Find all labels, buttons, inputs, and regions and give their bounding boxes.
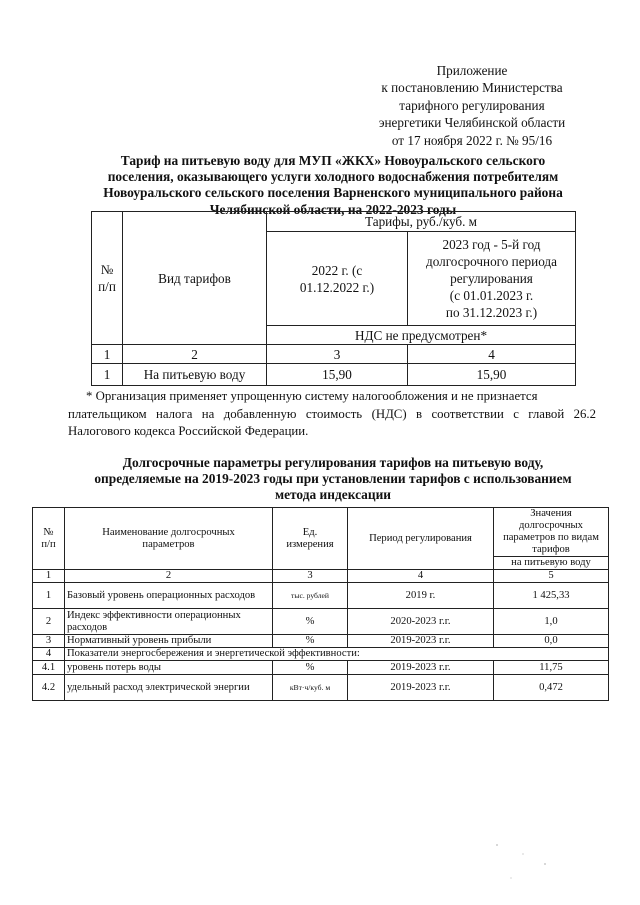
header-num: № п/п [92,212,123,345]
table-row: 1 На питьевую воду 15,90 15,90 [92,364,576,386]
tariff-title [60,153,606,218]
footnote-line: * Организация применяет упрощенную систему налогообложения и не признается [86,389,538,403]
table-row: 3 Нормативный уровень прибыли % 2019-2023 г.г. 0,0 [33,635,609,648]
scan-specks [493,842,553,882]
tariff-title-line: Челябинской области, на 2022-2023 годы [209,201,457,217]
params-table [32,507,609,701]
tariff-title-line: Тариф на питьевую воду для МУП «ЖКХ» Новоуральского сельского [120,153,546,168]
params-header-num: № п/п [33,508,65,570]
footnote-line: Налогового кодекса Российской Федерации. [68,424,309,439]
appendix-line: Приложение [436,63,508,78]
header-type: Вид тарифов [123,212,267,345]
table-index-row: 1 2 3 4 5 [33,570,609,583]
appendix-line: тарифного регулирования [399,97,545,113]
params-title-line: метода индексации [274,487,392,503]
params-header-values: Значения долгосрочных параметров по видам тарифов [494,508,609,557]
speck [496,844,497,845]
footnote [68,388,596,441]
params-header-name: Наименование долгосрочных параметров [65,508,273,570]
table-row: 4.1 уровень потерь воды % 2019-2023 г.г. 11,75 [33,661,609,675]
params-header-unit: Ед. измерения [273,508,348,570]
params-header-period: Период регулирования [348,508,494,570]
header-vat: НДС не предусмотрен* [267,326,576,345]
params-title-line: Долгосрочные параметры регулирования тарифов на питьевую воду, [122,455,544,470]
speck [544,863,545,864]
header-2023: 2023 год - 5-й год долгосрочного периода регулирования (с 01.01.2023 г. по 31.12.2023 г.) [408,232,576,326]
appendix-block [358,62,586,149]
tariff-title-line: Новоуральского сельского поселения Варненского муниципального района [103,185,563,201]
table-section-row: 4 Показатели энергосбережения и энергетической эффективности: [33,648,609,661]
table-row: 1 Базовый уровень операционных расходов тыс. рублей 2019 г. 1 425,33 [33,583,609,609]
header-tariffs: Тарифы, руб./куб. м [267,212,576,232]
speck [523,854,524,855]
header-2022: 2022 г. (с 01.12.2022 г.) [267,232,408,326]
tariff-title-line: поселения, оказывающего услуги холодного водоснабжения потребителям [107,169,559,185]
appendix-line: энергетики Челябинской области [378,115,566,131]
footnote-line: плательщиком налога на добавленную стоимость (НДС) в соответствии с главой 26.2 [68,406,596,421]
appendix-line: к постановлению Министерства [381,80,563,96]
params-title [60,455,606,504]
params-header-water: на питьевую воду [494,557,609,570]
params-title-line: определяемые на 2019-2023 годы при установлении тарифов с использованием [94,471,572,487]
table-index-row: 1 2 3 4 [92,345,576,364]
tariff-table [91,211,576,386]
table-row: 4.2 удельный расход электрической энергии кВт·ч/куб. м 2019-2023 г.г. 0,472 [33,675,609,701]
appendix-line: от 17 ноября 2022 г. № 95/16 [391,132,553,148]
speck [511,878,512,879]
table-row: 2 Индекс эффективности операционных расходов % 2020-2023 г.г. 1,0 [33,609,609,635]
